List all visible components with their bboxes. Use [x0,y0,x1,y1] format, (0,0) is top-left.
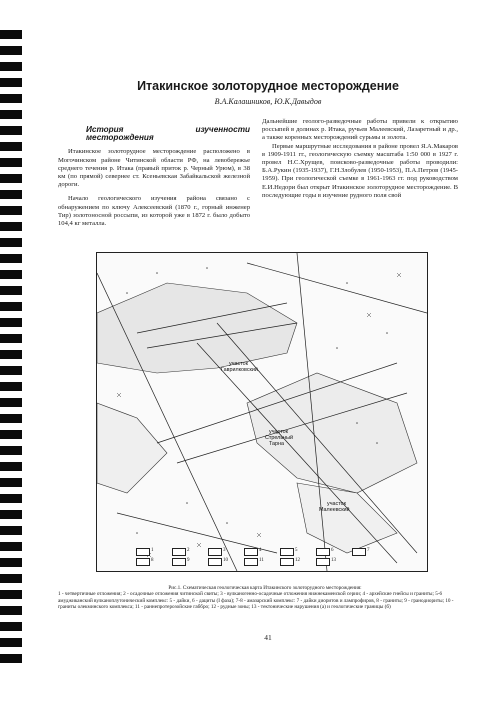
legend-swatch [352,548,366,556]
page-number: 41 [264,633,272,642]
binding-hole [0,254,22,263]
binding-hole [0,558,22,567]
binding-hole [0,286,22,295]
binding-hole [0,462,22,471]
caption-body: 1 - четвертичные отложения; 2 - осадочные отложения читинской свиты; 3 - вулканогенно-осадочные отложения нижнекаменской серии; 4 - архейские гнейсы и граниты; 5-6 амуджиканский вулканоплутонический комплекс: 5 - дайки, 6 - дациты (I фаза); 7-8 - амазарский комплекс: 7 - дайки диоритов и лампрофиров, 8 - граниты; 9 - гранодиориты; 10 - граниты олекминского комплекса; 11 - раннепротерозойские габбро; 12 - рудные зоны; 13 - тектонические нарушения (а) и геологические границы (б) [58,591,454,611]
legend-swatch [316,558,330,566]
binding-hole [0,334,22,343]
legend-number: 5 [295,548,298,553]
binding-hole [0,494,22,503]
binding-hole [0,126,22,135]
binding-hole [0,62,22,71]
legend-swatch [136,558,150,566]
binding-hole [0,318,22,327]
binding-hole [0,30,22,39]
binding-hole [0,590,22,599]
binding-hole [0,190,22,199]
binding-hole [0,350,22,359]
binding-hole [0,78,22,87]
legend-number: 8 [151,558,154,563]
legend-number: 13 [331,558,336,563]
legend-swatch [208,548,222,556]
legend-swatch [136,548,150,556]
legend-number: 6 [331,548,334,553]
map-legend [126,548,396,568]
binding-hole [0,622,22,631]
legend-swatch [244,548,258,556]
binding-hole [0,398,22,407]
legend-number: 4 [259,548,262,553]
binding-hole [0,238,22,247]
binding-hole [0,478,22,487]
binding-hole [0,270,22,279]
binding-hole [0,574,22,583]
binding-hole [0,654,22,663]
figure-caption [58,585,472,611]
binding-hole [0,46,22,55]
article-authors: В.А.Калашников, Ю.К.Давыдов [214,97,322,106]
binding-hole [0,174,22,183]
binding-hole [0,606,22,615]
caption-lead: Рис.1. Схематическая геологическая карта Итакинского золоторудного месторождения: [168,585,362,591]
binding-hole [0,414,22,423]
binding-hole [0,94,22,103]
binding-hole [0,302,22,311]
legend-number: 12 [295,558,300,563]
binding-hole [0,158,22,167]
legend-swatch [316,548,330,556]
map-label-middle: участок Стрельный Тарна [265,429,293,447]
left-column [58,118,250,228]
legend-swatch [172,548,186,556]
legend-number: 7 [367,548,370,553]
document-page [36,0,500,707]
binding-hole [0,206,22,215]
binding-hole [0,510,22,519]
binding-hole [0,446,22,455]
legend-number: 9 [187,558,190,563]
legend-number: 1 [151,548,154,553]
binding-hole [0,526,22,535]
binding-hole [0,110,22,119]
binding-hole [0,382,22,391]
legend-swatch [280,558,294,566]
binding-hole [0,142,22,151]
paragraph-location: Итакинское золоторудное месторождение расположено в Могочинском районе Читинской области РФ, на левобережье среднего течения р. Итака (правый приток р. Черный Урюм), в 38 км (по прямой) севернее ст. Ксеньевская Забайкальской железной дороги. [58,148,250,189]
section-heading: История изученности месторождения [86,125,250,143]
geological-map-figure [97,253,427,571]
spiral-binding-holes [0,0,30,707]
binding-hole [0,430,22,439]
legend-number: 2 [187,548,190,553]
article-title: Итакинское золоторудное месторождение [137,79,399,93]
paragraph-history: Первые маршрутные исследования в районе провел Я.А.Макаров в 1909-1911 гг., геологическую съемку масштаба 1:50 000 в 1927 г. провел Н.С.Хрущев, поисково-разведочные работы проводили: Б.А.Рукин (1935-1937), Г.Н.Злобулев (1950-1953), П.А.Петров (1945-1959). При геологической съемке в 1961-1963 гг. под руководством Е.И.Недори был открыт Итакинское золоторудное месторождение. В последующие годы в изучение рудного поля свой [262,142,458,199]
binding-hole [0,366,22,375]
right-column [262,118,458,200]
legend-swatch [172,558,186,566]
legend-swatch [244,558,258,566]
legend-number: 11 [259,558,264,563]
paragraph-exploration: Дальнейшие геолого-разведочные работы привели к открытию россыпей в долинах р. Итака, ручьев Малеевский, Лазаретный и др., а также коренных месторождений сурьмы и золота. [262,118,458,142]
legend-number: 10 [223,558,228,563]
legend-swatch [280,548,294,556]
legend-number: 3 [223,548,226,553]
binding-hole [0,542,22,551]
map-label-upper: участок Гаврилковский [221,361,258,373]
map-label-lower: участок Малеевский [319,501,350,513]
geological-map [96,252,428,572]
binding-hole [0,638,22,647]
binding-hole [0,222,22,231]
paragraph-discovery: Начало геологического изучения района связано с обнаружением по ключу Алексеевский (1870 г., горный инженер Тир) золотоносной россыпи, из которой уже в 1872 г. было добыто 104,4 кг металла. [58,195,250,228]
legend-swatch [208,558,222,566]
